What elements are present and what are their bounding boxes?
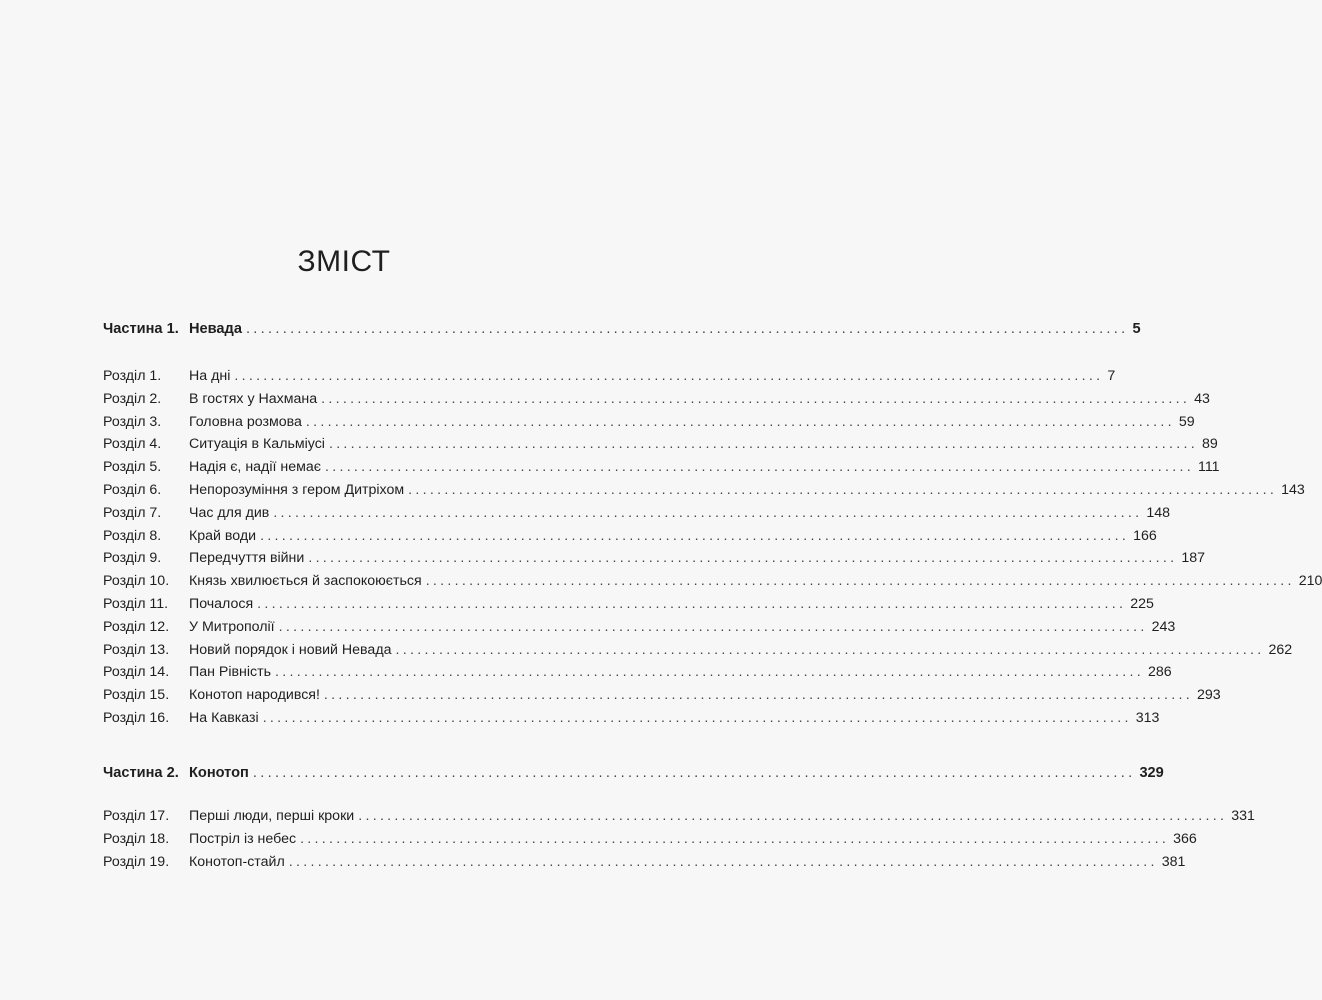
dot-leader: ........................................................................................................................ [300, 830, 1170, 847]
toc-chapter-row [103, 570, 1322, 593]
chapter-label: Розділ 13. [103, 641, 170, 658]
chapter-page-number: 381 [1161, 853, 1186, 870]
chapter-label: Розділ 12. [103, 618, 170, 635]
chapter-label: Розділ 14. [103, 664, 170, 681]
chapter-page-number: 210 [1298, 573, 1322, 590]
chapter-label: Розділ 1. [103, 368, 162, 384]
chapter-title: Надія є, надії немає [189, 459, 321, 476]
chapter-page-number: 286 [1148, 664, 1172, 681]
page-title: ЗМІСТ [297, 245, 391, 278]
chapter-page-number: 166 [1133, 527, 1157, 544]
chapter-page-number: 111 [1197, 459, 1220, 476]
chapter-title: Передчуття війни [189, 550, 305, 567]
toc-chapter-row [103, 707, 1160, 730]
part-page-number: 329 [1139, 765, 1164, 781]
part-label: Частина 1. [103, 321, 179, 337]
chapter-title: Конотоп-стайл [189, 853, 285, 870]
dot-leader: ........................................................................................................................ [288, 853, 1158, 870]
chapter-title: В гостях у Нахмана [189, 390, 318, 407]
toc-chapter-row [103, 805, 1255, 828]
dot-leader: ........................................................................................................................ [262, 709, 1132, 726]
chapter-label: Розділ 4. [103, 436, 162, 453]
chapter-title: Непорозуміння з гером Дитріхом [189, 481, 405, 498]
chapter-title: Перші люди, перші кроки [189, 808, 355, 824]
dot-leader: ........................................................................................................................ [408, 481, 1278, 498]
dot-leader: ........................................................................................................................ [234, 368, 1104, 384]
chapter-title: У Митрополії [189, 618, 275, 635]
chapter-label: Розділ 15. [103, 687, 170, 704]
part-label: Частина 2. [103, 765, 179, 781]
part-page-number: 5 [1132, 321, 1141, 337]
part-2-chapter-list [103, 805, 1255, 873]
toc-chapter-row [103, 456, 1220, 479]
dot-leader: ........................................................................................................................ [358, 808, 1228, 824]
chapter-label: Розділ 6. [103, 481, 162, 498]
chapter-title: Постріл із небес [189, 830, 297, 847]
chapter-page-number: 187 [1181, 550, 1206, 567]
chapter-label: Розділ 19. [103, 853, 170, 870]
chapter-title: На Кавказі [189, 709, 259, 726]
dot-leader: ........................................................................................................................ [328, 436, 1198, 453]
dot-leader: ........................................................................................................................ [260, 527, 1130, 544]
part-title: Невада [189, 321, 242, 337]
chapter-label: Розділ 18. [103, 830, 170, 847]
chapter-label: Розділ 16. [103, 709, 170, 726]
chapter-label: Розділ 3. [103, 413, 162, 430]
chapter-page-number: 59 [1178, 413, 1195, 430]
chapter-page-number: 7 [1107, 368, 1116, 384]
toc-chapter-row [103, 851, 1186, 874]
dot-leader: ........................................................................................................................ [324, 459, 1194, 476]
chapter-title: Князь хвилюється й заспокоюється [189, 573, 422, 590]
chapter-page-number: 143 [1281, 481, 1305, 498]
chapter-page-number: 243 [1151, 618, 1176, 635]
part-1-chapter-list [103, 365, 1322, 730]
chapter-page-number: 366 [1173, 830, 1197, 847]
dot-leader: ........................................................................................................................ [425, 573, 1295, 590]
chapter-title: Пан Рівність [189, 664, 271, 681]
toc-chapter-row [103, 639, 1293, 662]
dot-leader: ........................................................................................................................ [273, 504, 1143, 521]
chapter-label: Розділ 9. [103, 550, 162, 567]
chapter-label: Розділ 10. [103, 573, 170, 590]
chapter-page-number: 331 [1231, 808, 1255, 824]
chapter-title: Край води [189, 527, 257, 544]
part-2-entry [103, 762, 1164, 785]
chapter-page-number: 313 [1135, 709, 1160, 726]
part-1-entry [103, 318, 1141, 341]
toc-chapter-row [103, 365, 1116, 388]
dot-leader: ........................................................................................................................ [323, 687, 1193, 704]
dot-leader: ........................................................................................................................ [252, 765, 1136, 781]
toc-chapter-row [103, 616, 1176, 639]
toc-chapter-row [103, 661, 1172, 684]
dot-leader: ........................................................................................................................ [395, 641, 1265, 658]
dot-leader: ........................................................................................................................ [275, 664, 1145, 681]
chapter-page-number: 293 [1196, 687, 1221, 704]
dot-leader: ........................................................................................................................ [257, 595, 1127, 612]
toc-chapter-row [103, 411, 1195, 434]
dot-leader: ........................................................................................................................ [305, 413, 1175, 430]
chapter-title: На дні [189, 368, 231, 384]
chapter-title: Новий порядок і новий Невада [189, 641, 392, 658]
chapter-page-number: 43 [1194, 390, 1210, 407]
chapter-page-number: 262 [1268, 641, 1293, 658]
dot-leader: ........................................................................................................................ [278, 618, 1148, 635]
toc-chapter-row [103, 828, 1197, 851]
toc-chapter-row [103, 388, 1210, 411]
chapter-page-number: 225 [1130, 595, 1154, 612]
toc-chapter-row [103, 479, 1305, 502]
chapter-title: Час для див [189, 504, 270, 521]
toc-chapter-row [103, 593, 1154, 616]
chapter-page-number: 148 [1146, 504, 1170, 521]
toc-chapter-row [103, 684, 1221, 707]
chapter-title: Почалося [189, 595, 254, 612]
chapter-label: Розділ 17. [103, 808, 170, 824]
toc-chapter-row [103, 502, 1170, 525]
chapter-label: Розділ 7. [103, 504, 162, 521]
toc-chapter-row [103, 433, 1218, 456]
toc-chapter-row [103, 525, 1157, 548]
chapter-page-number: 89 [1201, 436, 1218, 453]
chapter-title: Головна розмова [189, 413, 302, 430]
chapter-title: Ситуація в Кальміусі [189, 436, 325, 453]
part-title: Конотоп [189, 765, 249, 781]
dot-leader: ........................................................................................................................ [245, 321, 1129, 337]
chapter-label: Розділ 11. [103, 595, 169, 612]
chapter-title: Конотоп народився! [189, 687, 320, 704]
dot-leader: ........................................................................................................................ [321, 390, 1191, 407]
toc-part-row [103, 762, 1164, 785]
chapter-label: Розділ 2. [103, 390, 162, 407]
chapter-label: Розділ 8. [103, 527, 162, 544]
dot-leader: ........................................................................................................................ [308, 550, 1178, 567]
chapter-label: Розділ 5. [103, 459, 162, 476]
toc-chapter-row [103, 547, 1206, 570]
toc-part-row [103, 318, 1141, 341]
